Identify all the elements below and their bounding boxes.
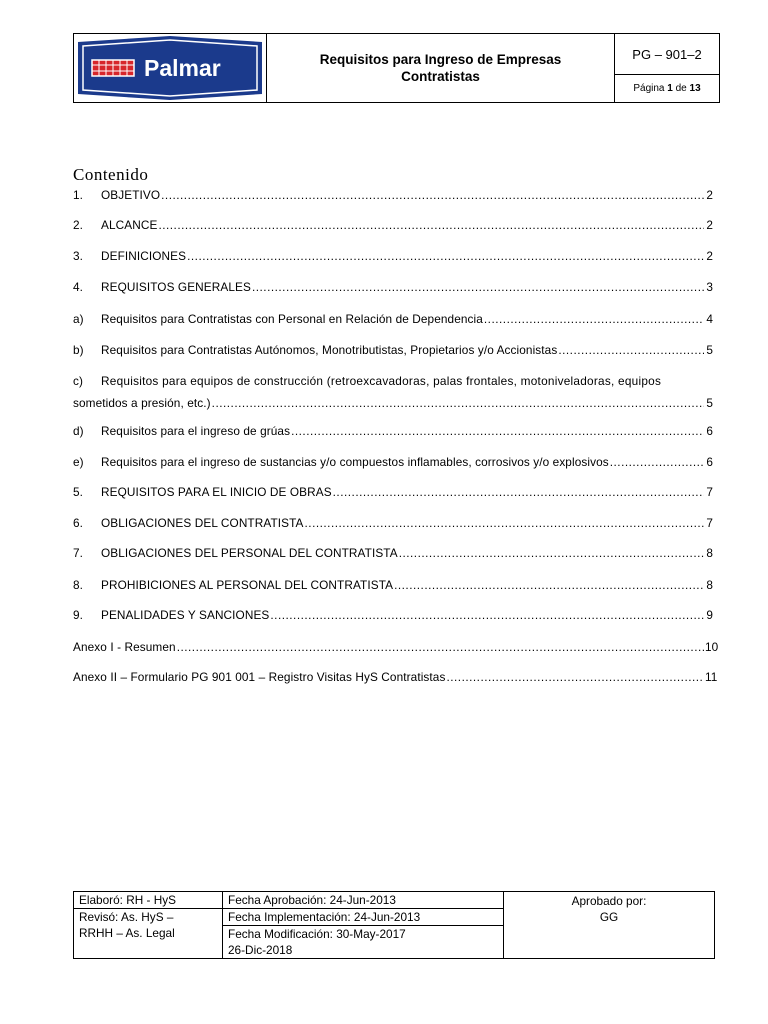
toc-entry-page: 4 <box>706 312 713 326</box>
toc-entry-page: 11 <box>705 670 718 684</box>
toc-entry-title: PENALIDADES Y SANCIONES <box>101 608 270 622</box>
toc-leader-dots <box>177 640 704 654</box>
toc-entry[interactable] <box>73 516 713 532</box>
toc-entry-page: 9 <box>706 608 713 622</box>
toc-entry-number: 3. <box>73 249 84 263</box>
toc-entry-number: d) <box>73 424 84 438</box>
toc-leader-dots <box>446 670 704 684</box>
toc-entry-title: OBJETIVO <box>101 188 161 202</box>
toc-leader-dots <box>399 546 704 560</box>
fecha-implementacion-cell: Fecha Implementación: 24-Jun-2013 <box>223 909 503 926</box>
reviso-cell: Revisó: As. HyS – RRHH – As. Legal <box>79 910 175 940</box>
toc-entry-page: 5 <box>706 396 713 410</box>
toc-entry-number: a) <box>73 312 84 326</box>
toc-leader-dots <box>394 578 704 592</box>
toc-entry-number: e) <box>73 455 84 469</box>
toc-entry[interactable] <box>73 670 718 686</box>
toc-leader-dots <box>333 485 704 499</box>
document-title-line1: Requisitos para Ingreso de Empresas <box>319 52 562 67</box>
toc-entry-page: 10 <box>705 640 719 654</box>
toc-entry-number: 7. <box>73 546 84 560</box>
toc-leader-dots <box>291 424 704 438</box>
toc-entry-number: 1. <box>73 188 84 202</box>
document-title <box>267 34 615 102</box>
toc-entry-title: Requisitos para equipos de construcción (retroexcavadoras, palas frontales, motoniveladoras, equipos <box>101 374 662 388</box>
toc-entry-page: 5 <box>706 343 713 357</box>
toc-entry[interactable] <box>73 280 713 296</box>
document-title-line2: Contratistas <box>401 69 480 84</box>
svg-text:Palmar: Palmar <box>144 55 221 81</box>
toc-entry[interactable] <box>73 343 713 359</box>
elaboro-cell: Elaboró: RH - HyS <box>74 892 222 909</box>
logo-emblem-icon <box>92 60 134 76</box>
page-indicator: Página 1 de 13 <box>633 83 701 94</box>
toc-entry-title: Requisitos para Contratistas con Personal en Relación de Dependencia <box>101 312 483 326</box>
toc-entry-page: 6 <box>706 424 713 438</box>
toc-entry-number: 2. <box>73 218 84 232</box>
document-code: PG – 901–2 <box>615 34 719 75</box>
toc-leader-dots <box>484 312 704 326</box>
toc-entry-title: REQUISITOS GENERALES <box>101 280 251 294</box>
toc-entry[interactable] <box>73 578 713 594</box>
toc-leader-dots <box>161 188 704 202</box>
logo-cell <box>74 34 267 102</box>
toc-leader-dots <box>305 516 704 530</box>
toc-entry[interactable] <box>73 455 713 471</box>
toc-entry-title: Requisitos para el ingreso de sustancias y/o compuestos inflamables, corrosivos y/o explosivos <box>101 455 609 469</box>
approval-table <box>73 891 715 959</box>
toc-entry-page: 3 <box>706 280 713 294</box>
toc-entry[interactable] <box>73 485 713 501</box>
toc-entry-page: 2 <box>706 188 713 202</box>
toc-entry-number: 4. <box>73 280 84 294</box>
toc-leader-dots <box>187 249 704 263</box>
toc-entry[interactable] <box>73 312 713 328</box>
toc-leader-dots <box>558 343 704 357</box>
document-header <box>73 33 720 103</box>
toc-entry-number: 6. <box>73 516 84 530</box>
toc-entry-number: b) <box>73 343 84 357</box>
toc-entry-number: 8. <box>73 578 84 592</box>
toc-entry-title: OBLIGACIONES DEL CONTRATISTA <box>101 516 304 530</box>
toc-entry-title: Anexo II – Formulario PG 901 001 – Registro Visitas HyS Contratistas <box>73 670 446 684</box>
toc-entry-title: PROHIBICIONES AL PERSONAL DEL CONTRATISTA <box>101 578 394 592</box>
toc-entry-title: Requisitos para Contratistas Autónomos, Monotributistas, Propietarios y/o Accionistas <box>101 343 558 357</box>
fecha-modificacion-cell: Fecha Modificación: 30-May-2017 26-Dic-2018 <box>228 927 406 957</box>
aprobado-cell: Aprobado por: GG <box>571 894 647 924</box>
toc-entry[interactable] <box>73 188 713 204</box>
toc-entry-number: 9. <box>73 608 84 622</box>
toc-entry-title: ALCANCE <box>101 218 158 232</box>
toc-entry-title: Requisitos para el ingreso de grúas <box>101 424 291 438</box>
toc-leader-dots <box>212 396 704 410</box>
toc-entry-page: 6 <box>706 455 713 469</box>
toc-entry-title: Anexo I - Resumen <box>73 640 176 654</box>
toc-entry[interactable] <box>73 640 719 656</box>
toc-entry-page: 2 <box>706 218 713 232</box>
toc-entry-page: 7 <box>706 516 713 530</box>
toc-entry[interactable] <box>73 608 713 624</box>
toc-leader-dots <box>610 455 704 469</box>
toc-leader-dots <box>252 280 704 294</box>
document-code-cell <box>615 34 719 102</box>
fecha-aprobacion-cell: Fecha Aprobación: 24-Jun-2013 <box>223 892 503 909</box>
toc-entry-page: 8 <box>706 546 713 560</box>
toc-entry-title: DEFINICIONES <box>101 249 187 263</box>
toc-entry-page: 8 <box>706 578 713 592</box>
palmar-logo <box>78 36 262 100</box>
toc-entry[interactable] <box>73 424 713 440</box>
contents-title: Contenido <box>73 165 149 184</box>
toc-entry-number: c) <box>73 374 84 388</box>
toc-leader-dots <box>158 218 704 232</box>
toc-entry-number: 5. <box>73 485 84 499</box>
toc-entry[interactable] <box>73 218 713 234</box>
toc-entry[interactable] <box>73 249 713 265</box>
toc-entry-page: 2 <box>706 249 713 263</box>
toc-entry[interactable] <box>73 546 713 562</box>
toc-entry-title: sometidos a presión, etc.) <box>73 396 211 410</box>
toc-entry-title: REQUISITOS PARA EL INICIO DE OBRAS <box>101 485 332 499</box>
toc-entry-page: 7 <box>706 485 713 499</box>
toc-entry-title: OBLIGACIONES DEL PERSONAL DEL CONTRATISTA <box>101 546 398 560</box>
toc-leader-dots <box>270 608 704 622</box>
toc-entry[interactable] <box>73 374 713 412</box>
